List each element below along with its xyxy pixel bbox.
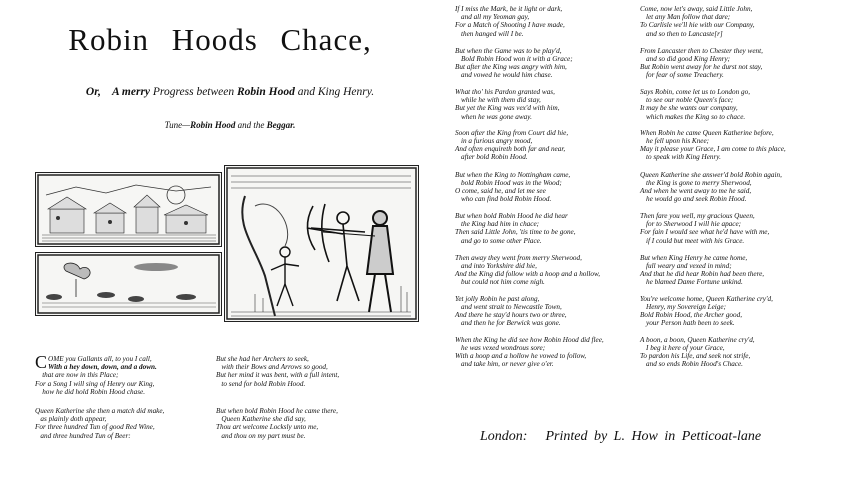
middle-line: and vowed he would him chase.: [461, 71, 553, 80]
middle-line: after bold Robin Hood.: [461, 153, 528, 162]
middle-stanza: [455, 254, 600, 287]
right-line: From Lancaster then to Chester they went,: [640, 46, 763, 55]
ballad-title: Robin Hoods Chace,: [68, 22, 372, 57]
right-line: It may be she wants our company,: [640, 104, 738, 113]
stanza-1: [35, 352, 157, 396]
right-line: let any Man follow that dare;: [646, 13, 731, 22]
middle-line: he was vexed wondrous sore;: [461, 343, 546, 352]
middle-line: in a furious angry mood,: [461, 136, 533, 145]
middle-line: and then he for Berwick was gone.: [461, 319, 561, 328]
right-line: to speak with King Henry.: [646, 153, 721, 162]
middle-line: When the King he did see how Robin Hood did flee,: [455, 335, 604, 344]
right-line: For fain I would see what he'd have with me,: [640, 228, 770, 237]
right-line: your Person hath been to seek.: [646, 319, 735, 328]
stanza-1-line-3: that are now in this Place;: [42, 371, 119, 380]
tune-label: Tune—: [164, 120, 191, 130]
stanza-2-line-4: to send for bold Robin Hood.: [221, 379, 306, 388]
stanza-3-line-1: Queen Katherine she then a match did make,: [35, 407, 165, 415]
middle-line: bold Robin Hood was in the Wood;: [461, 178, 562, 187]
middle-line: Soon after the King from Court did hie,: [455, 128, 569, 137]
right-line: which makes the King so to chace.: [646, 112, 746, 121]
right-line: Queen Katherine she answer'd bold Robin again,: [640, 170, 782, 179]
stanza-4-line-2: Queen Katherine she did say,: [221, 415, 306, 424]
stanza-2-line-3: But her mind it was bent, with a full intent,: [216, 371, 340, 380]
right-line: and so did good King Henry;: [646, 54, 731, 63]
right-line: the King is gone to merry Sherwood,: [646, 178, 752, 187]
right-line: Come, now let's away, said Little John,: [640, 5, 753, 13]
right-stanza: [640, 336, 755, 369]
middle-line: And there he stay'd hours two or three,: [455, 310, 567, 319]
middle-line: Yet jolly Robin he past along,: [455, 294, 540, 303]
right-line: But when King Henry he came home,: [640, 253, 748, 262]
middle-stanza: [455, 47, 573, 80]
colophon-printer: Printed by L. How in Petticoat-lane: [545, 429, 762, 444]
right-line: And that he did hear Robin had been there,: [640, 269, 765, 278]
tune-line: [100, 120, 360, 130]
subtitle-king: King Henry.: [317, 86, 375, 98]
right-line: for to Sherwood I will hie apace;: [646, 220, 742, 229]
middle-line: With a hoop and a hollow he vowed to follow,: [455, 351, 587, 360]
right-line: Says Robin, come let us to London go,: [640, 88, 750, 96]
middle-line: But after the King was angry with him,: [455, 62, 567, 71]
right-line: and so then to Lancaste[r]: [646, 29, 723, 38]
middle-line: and take him, or never give o'er.: [461, 360, 554, 369]
middle-line: and into Yorkshire did hie,: [461, 261, 537, 270]
right-line: he blamed Dame Fortune unkind.: [646, 278, 743, 287]
woodcut-village: [35, 172, 222, 247]
right-stanza: [640, 88, 750, 121]
middle-line: and go to some other Place.: [461, 236, 542, 245]
stanza-3: [35, 407, 164, 440]
middle-line: If I miss the Mark, be it light or dark,: [455, 5, 563, 13]
middle-stanza: [455, 5, 565, 38]
tune-beggar: Beggar.: [266, 120, 296, 130]
middle-line: But when the Game was to be play'd,: [455, 46, 562, 55]
subtitle-or: Or,: [85, 86, 101, 98]
stanza-2-line-1: But she had her Archers to seek,: [216, 355, 309, 363]
stanza-2: [216, 355, 339, 388]
right-stanza: [640, 254, 764, 287]
stanza-1-line-4: For a Song I will sing of Henry our King,: [35, 379, 155, 388]
stanza-4-line-3: Thou art welcome Locksly unto me,: [216, 423, 319, 432]
right-stanza: [640, 5, 755, 38]
middle-line: And the King did follow with a hoop and a hollow,: [455, 269, 601, 278]
right-line: Bold Robin Hood, the Archer good,: [640, 310, 743, 319]
middle-line: Then said Little John, 'tis time to be gone,: [455, 228, 576, 237]
right-line: to see our noble Queen's face;: [646, 96, 734, 105]
middle-line: For a Match of Shooting I have made,: [455, 21, 565, 30]
middle-line: But yet the King was vex'd with him,: [455, 104, 560, 113]
middle-line: the King had him in chace;: [461, 220, 540, 229]
stanza-3-line-3: For three hundred Tun of good Red Wine,: [35, 423, 155, 432]
middle-stanza: [455, 171, 570, 204]
stanza-4-line-1: But when bold Robin Hood he came there,: [216, 407, 338, 415]
stanza-1-line-5: how he did hold Robin Hood chase.: [42, 387, 145, 396]
right-stanza: [640, 171, 782, 204]
middle-line: What tho' his Pardon granted was,: [455, 88, 555, 96]
middle-line: But when the King to Nottingham came,: [455, 170, 571, 179]
middle-line: Then away they went from merry Sherwood,: [455, 253, 582, 262]
stanza-1-line-2: With a hey down, down, and a down.: [48, 363, 157, 372]
middle-line: who can find bold Robin Hood.: [461, 195, 552, 204]
middle-line: O come, said he, and let me see: [455, 186, 546, 195]
middle-line: But when bold Robin Hood he did hear: [455, 212, 568, 220]
tune-name: Robin Hood: [190, 120, 236, 130]
right-line: I beg it here of your Grace,: [646, 343, 725, 352]
middle-stanza: [455, 336, 604, 369]
subtitle-progress: Progress between: [152, 86, 235, 98]
colophon-city: London:: [480, 429, 528, 444]
subtitle-robin-hood: Robin Hood: [237, 86, 295, 98]
right-line: he fell upon his Knee;: [646, 136, 710, 145]
middle-stanza: [455, 295, 567, 328]
right-line: When Robin he came Queen Katherine before,: [640, 128, 774, 137]
right-line: But Robin went away for he durst not stay,: [640, 62, 763, 71]
stanza-3-line-2: as plainly doth appear,: [40, 415, 107, 424]
right-line: he would go and seek Robin Hood.: [646, 195, 747, 204]
right-line: Then fare you well, my gracious Queen,: [640, 212, 755, 220]
right-line: Henry, my Sovereign Leige;: [646, 302, 726, 311]
drop-capital: C: [35, 352, 48, 372]
right-line: if I could but meet with his Grace.: [646, 236, 745, 245]
right-line: And when he went away to me he said,: [640, 186, 752, 195]
right-line: To pardon his Life, and seek not strife,: [640, 351, 751, 360]
middle-stanza: [455, 88, 560, 121]
middle-line: and all my Yeoman gay,: [461, 13, 530, 22]
middle-line: And often enquireth both far and near,: [455, 144, 566, 153]
right-line: full weary and vexed in mind;: [646, 261, 732, 270]
woodcut-archers: [224, 165, 419, 322]
right-line: You're welcome home, Queen Katherine cry'd,: [640, 294, 773, 303]
middle-line: when he was gone away.: [461, 112, 532, 121]
middle-line: Bold Robin Hood won it with a Grace;: [461, 54, 573, 63]
middle-stanza: [455, 129, 568, 162]
subtitle-and: and: [297, 86, 315, 98]
middle-line: but could not him come nigh.: [461, 278, 545, 287]
right-line: for fear of some Treachery.: [646, 71, 724, 80]
right-stanza: [640, 47, 763, 80]
middle-line: while he with them did stay,: [461, 96, 541, 105]
tune-and: and the: [237, 120, 265, 130]
middle-stanza: [455, 212, 576, 245]
stanza-4-line-4: and thou on my part must be.: [221, 431, 306, 440]
right-stanza: [640, 295, 773, 328]
stanza-4: [216, 407, 338, 440]
colophon: [480, 429, 780, 445]
right-stanza: [640, 129, 786, 162]
stanza-3-line-4: and three hundred Tun of Beer:: [40, 431, 131, 440]
right-line: A boon, a boon, Queen Katherine cry'd,: [640, 335, 755, 344]
subtitle-a-merry: A merry: [112, 86, 151, 98]
woodcut-hunt: [35, 252, 222, 316]
right-stanza: [640, 212, 769, 245]
stanza-1-line-1: OME you Gallants all, to you I call,: [48, 355, 152, 363]
middle-line: then hanged will I be.: [461, 29, 524, 38]
right-line: May it please your Grace, I am come to this place,: [640, 144, 786, 153]
ballad-subtitle: [40, 86, 420, 98]
right-line: and so ends Robin Hood's Chace.: [646, 360, 743, 369]
middle-line: and went strait to Newcastle Town,: [461, 302, 562, 311]
right-line: To Carlisle we'll hie with our Company,: [640, 21, 755, 30]
stanza-2-line-2: with their Bows and Arrows so good,: [221, 363, 328, 372]
